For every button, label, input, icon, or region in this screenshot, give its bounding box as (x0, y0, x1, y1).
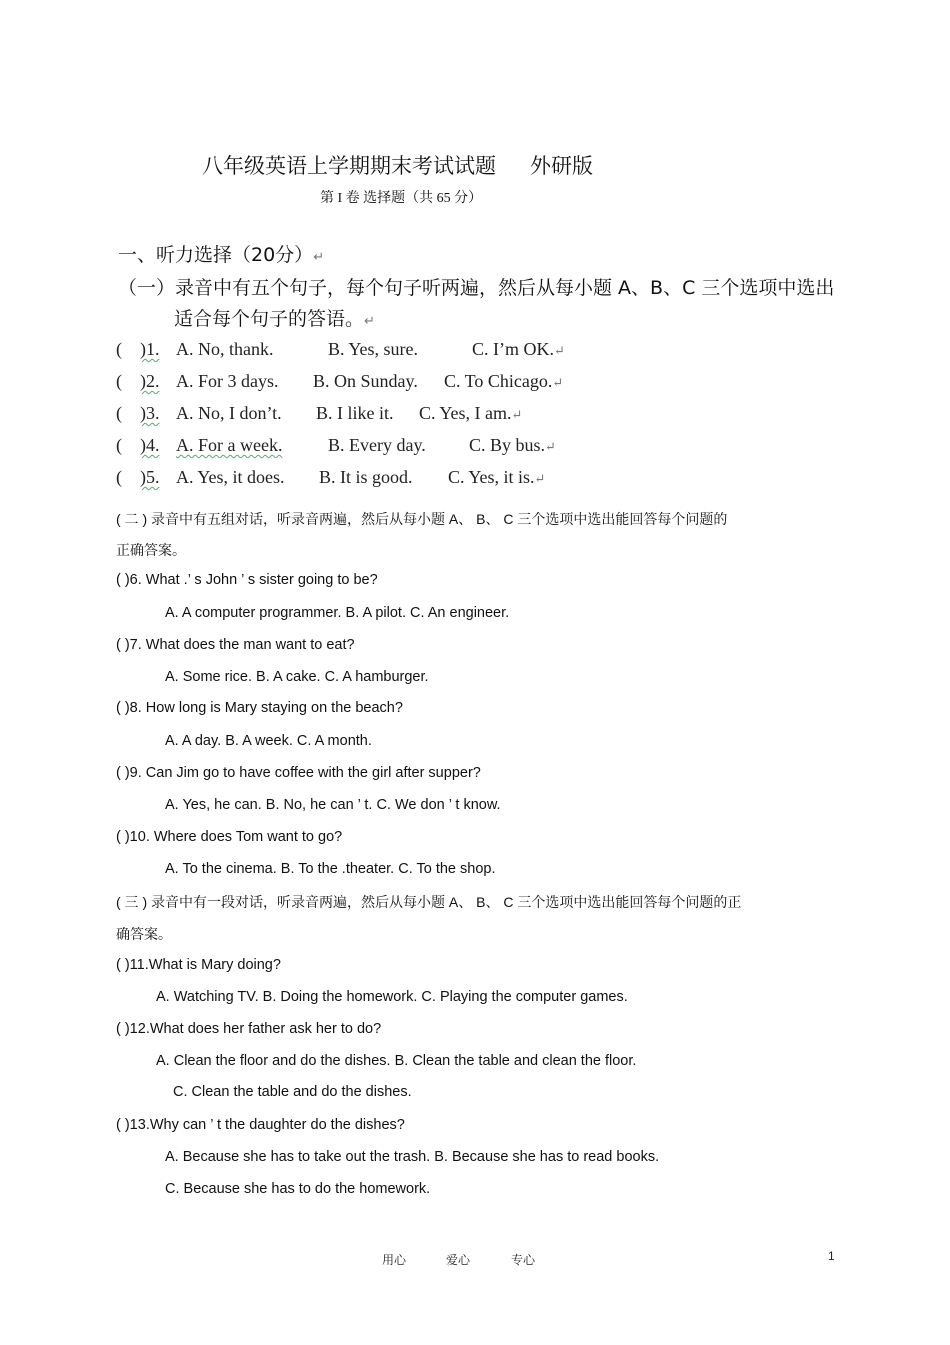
question-7: ( )7. What does the man want to eat? (116, 637, 355, 653)
option-a: A. Yes, it does. (176, 467, 285, 487)
question-7-options: A. Some rice. B. A cake. C. A hamburger. (165, 669, 429, 685)
part3-intro-line2: 确答案。 (116, 926, 172, 942)
option-b: B. Every day. (328, 435, 426, 455)
footer-right: 专心 (511, 1253, 536, 1267)
page-number: 1 (828, 1249, 835, 1263)
part3-intro-line1: ( 三 ) 录音中有一段对话，听录音两遍，然后从每小题 A、 B、 C 三个选项中选出能回答每个问题的正 (116, 894, 742, 910)
question-number: )3. (140, 403, 160, 423)
option-c: C. Yes, I am.↵ (419, 403, 523, 423)
part2-intro-line2: 正确答案。 (116, 542, 186, 558)
question-13-options-line1: A. Because she has to take out the trash. B. Because she has to read books. (165, 1149, 660, 1165)
option-c: C. By bus.↵ (469, 435, 556, 455)
footer-left: 用心 (382, 1253, 407, 1267)
footer-middle: 爱心 (446, 1253, 471, 1267)
answer-bracket[interactable]: ( (116, 435, 140, 455)
part1-intro-line1: （一）录音中有五个句子，每个句子听两遍，然后从每小题 A、B、C 三个选项中选出 (118, 277, 835, 299)
question-10: ( )10. Where does Tom want to go? (116, 829, 343, 845)
return-mark-icon: ↵ (552, 375, 564, 390)
list-item (116, 371, 564, 392)
answer-bracket[interactable]: ( (116, 371, 140, 391)
question-6-options: A. A computer programmer. B. A pilot. C. An engineer. (165, 605, 510, 621)
return-mark-icon: ↵ (313, 250, 325, 265)
question-13-options-line2: C. Because she has to do the homework. (165, 1181, 431, 1197)
option-b: B. I like it. (316, 403, 394, 423)
answer-bracket[interactable]: ( (116, 467, 140, 487)
question-13: ( )13.Why can ’ t the daughter do the dishes? (116, 1117, 405, 1133)
question-12: ( )12.What does her father ask her to do? (116, 1021, 382, 1037)
section-heading: 一、听力选择（20分）↵ (118, 244, 325, 266)
return-mark-icon: ↵ (554, 343, 565, 358)
return-mark-icon: ↵ (545, 439, 556, 454)
list-item (116, 339, 565, 360)
question-8-options: A. A day. B. A week. C. A month. (165, 733, 372, 749)
question-11-options: A. Watching TV. B. Doing the homework. C. Playing the computer games. (156, 989, 628, 1005)
volume-subtitle: 第 I 卷 选择题（共 65 分） (320, 191, 483, 206)
return-mark-icon: ↵ (364, 314, 375, 329)
option-c: C. To Chicago.↵ (444, 371, 564, 391)
edition-label: 外研版 (530, 154, 593, 178)
question-number: )2. (140, 371, 160, 391)
question-10-options: A. To the cinema. B. To the .theater. C. To the shop. (165, 861, 496, 877)
return-mark-icon: ↵ (534, 471, 546, 486)
option-c: C. Yes, it is.↵ (448, 467, 546, 487)
option-a: A. For 3 days. (176, 371, 279, 391)
option-a: A. No, I don’t. (176, 403, 282, 423)
question-number: )1. (140, 339, 160, 359)
option-b: B. It is good. (319, 467, 413, 487)
question-12-options-line2: C. Clean the table and do the dishes. (173, 1084, 412, 1100)
question-number: )4. (140, 435, 160, 455)
question-9-options: A. Yes, he can. B. No, he can ’ t. C. We don ’ t know. (165, 797, 501, 813)
question-11: ( )11.What is Mary doing? (116, 957, 281, 973)
part2-intro-line1: ( 二 ) 录音中有五组对话，听录音两遍，然后从每小题 A、 B、 C 三个选项中选出能回答每个问题的 (116, 511, 728, 527)
return-mark-icon: ↵ (511, 407, 523, 422)
option-a: A. For a week. (176, 435, 283, 455)
option-b: B. On Sunday. (313, 371, 418, 391)
list-item (116, 435, 556, 456)
question-6: ( )6. What .’ s John ’ s sister going to be? (116, 572, 378, 588)
answer-bracket[interactable]: ( (116, 403, 140, 423)
list-item (116, 403, 523, 424)
answer-bracket[interactable]: ( (116, 339, 140, 359)
question-number: )5. (140, 467, 160, 487)
part1-intro-line2: 适合每个句子的答语。↵ (174, 308, 375, 330)
list-item (116, 467, 546, 488)
option-a: A. No, thank. (176, 339, 274, 359)
question-9: ( )9. Can Jim go to have coffee with the girl after supper? (116, 765, 481, 781)
question-8: ( )8. How long is Mary staying on the beach? (116, 700, 403, 716)
option-b: B. Yes, sure. (328, 339, 419, 359)
page-title: 八年级英语上学期期末考试试题 (202, 154, 496, 178)
question-12-options-line1: A. Clean the floor and do the dishes. B. Clean the table and clean the floor. (156, 1053, 637, 1069)
option-c: C. I’m OK.↵ (472, 339, 565, 359)
